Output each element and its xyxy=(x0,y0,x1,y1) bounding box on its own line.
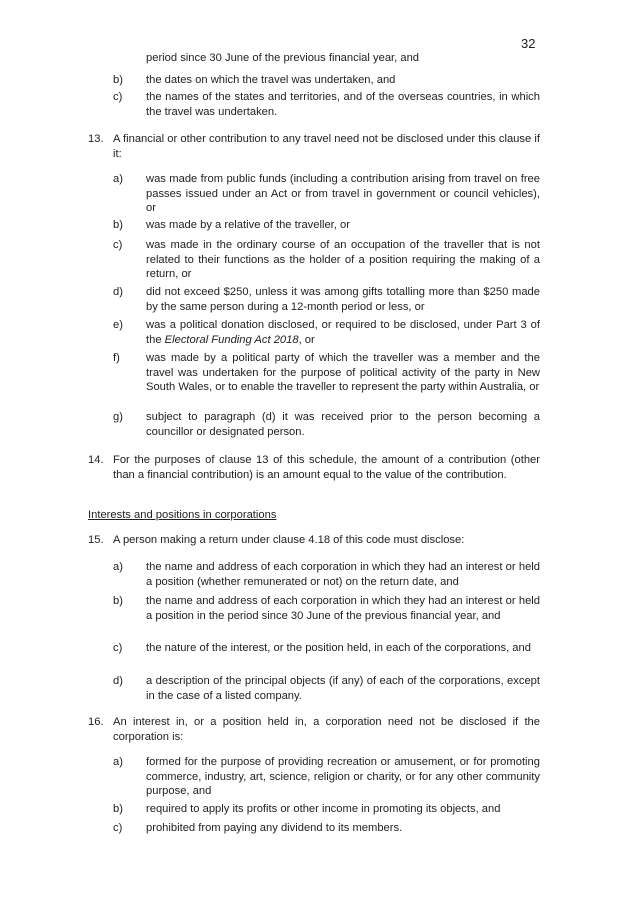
list-item-text: was made by a relative of the traveller, or xyxy=(146,219,350,231)
text-segment: was a political donation disclosed, or required to be disclosed, under Part 3 of the xyxy=(146,319,540,346)
list-item-text: the nature of the interest, or the position held, in each of the corporations, and xyxy=(146,642,531,654)
list-item-label: a) xyxy=(113,561,123,573)
list-item-text: subject to paragraph (d) it was received prior to the person becoming a councillor or designated person. xyxy=(146,411,540,438)
page-number: 32 xyxy=(521,36,536,51)
list-item-text xyxy=(146,318,540,347)
list-item-text: did not exceed $250, unless it was among gifts totalling more than $250 made by the same person during a 12-month period or less, or xyxy=(146,286,540,313)
clause-text: A financial or other contribution to any travel need not be disclosed under this clause if it: xyxy=(113,133,540,160)
list-item-label: b) xyxy=(113,803,123,815)
list-item-text: prohibited from paying any dividend to its members. xyxy=(146,822,403,834)
list-item-label: b) xyxy=(113,74,123,86)
list-item-label: c) xyxy=(113,239,123,251)
list-item-label: e) xyxy=(113,319,123,331)
list-item-label: f) xyxy=(113,352,120,364)
list-item-label: d) xyxy=(113,286,123,298)
list-item-text: the name and address of each corporation in which they had an interest or held a position (whether remunerated or not) on the return date, and xyxy=(146,561,540,588)
list-item-label: c) xyxy=(113,822,123,834)
list-item-label: b) xyxy=(113,219,123,231)
section-heading: Interests and positions in corporations xyxy=(88,509,277,521)
act-title: Electoral Funding Act 2018 xyxy=(164,333,299,346)
list-item-text: was made by a political party of which the traveller was a member and the travel was undertaken for the purpose of political activity of the party in New South Wales, or to enable the traveller to represent the party within Australia, or xyxy=(146,352,540,394)
list-item-text: required to apply its profits or other income in promoting its objects, and xyxy=(146,803,501,815)
clause-number: 15. xyxy=(88,534,104,546)
list-item-text: formed for the purpose of providing recreation or amusement, or for promoting commerce, industry, art, science, religion or charity, or for any other community purpose, and xyxy=(146,756,540,798)
list-item-label: a) xyxy=(113,173,123,185)
clause-number: 16. xyxy=(88,716,104,728)
list-item-label: b) xyxy=(113,595,123,607)
list-item-text: was made in the ordinary course of an occupation of the traveller that is not related to their functions as the holder of a position requiring the making of a return, or xyxy=(146,239,540,281)
list-item-text: the name and address of each corporation in which they had an interest or held a position in the period since 30 June of the previous financial year, and xyxy=(146,595,540,622)
list-item-label: c) xyxy=(113,91,123,103)
clause-text: An interest in, or a position held in, a corporation need not be disclosed if the corporation is: xyxy=(113,716,540,743)
clause-number: 13. xyxy=(88,133,104,145)
list-item-label: a) xyxy=(113,756,123,768)
clause-text: For the purposes of clause 13 of this schedule, the amount of a contribution (other than a financial contribution) is an amount equal to the value of the contribution. xyxy=(113,454,540,481)
list-item-label: g) xyxy=(113,411,123,423)
clause-number: 14. xyxy=(88,454,104,466)
list-item-label: d) xyxy=(113,675,123,687)
list-item-text: the dates on which the travel was undertaken, and xyxy=(146,74,396,86)
list-item-text: a description of the principal objects (if any) of each of the corporations, except in the case of a listed company. xyxy=(146,675,540,702)
list-item-label: c) xyxy=(113,642,123,654)
clause-text: A person making a return under clause 4.18 of this code must disclose: xyxy=(113,534,465,546)
list-item-text: period since 30 June of the previous financial year, and xyxy=(146,52,420,64)
text-segment: , or xyxy=(298,333,315,346)
list-item-text: the names of the states and territories, and of the overseas countries, in which the travel was undertaken. xyxy=(146,91,540,118)
list-item-text: was made from public funds (including a contribution arising from travel on free passes issued under an Act or from travel in government or council vehicles), or xyxy=(146,173,540,215)
